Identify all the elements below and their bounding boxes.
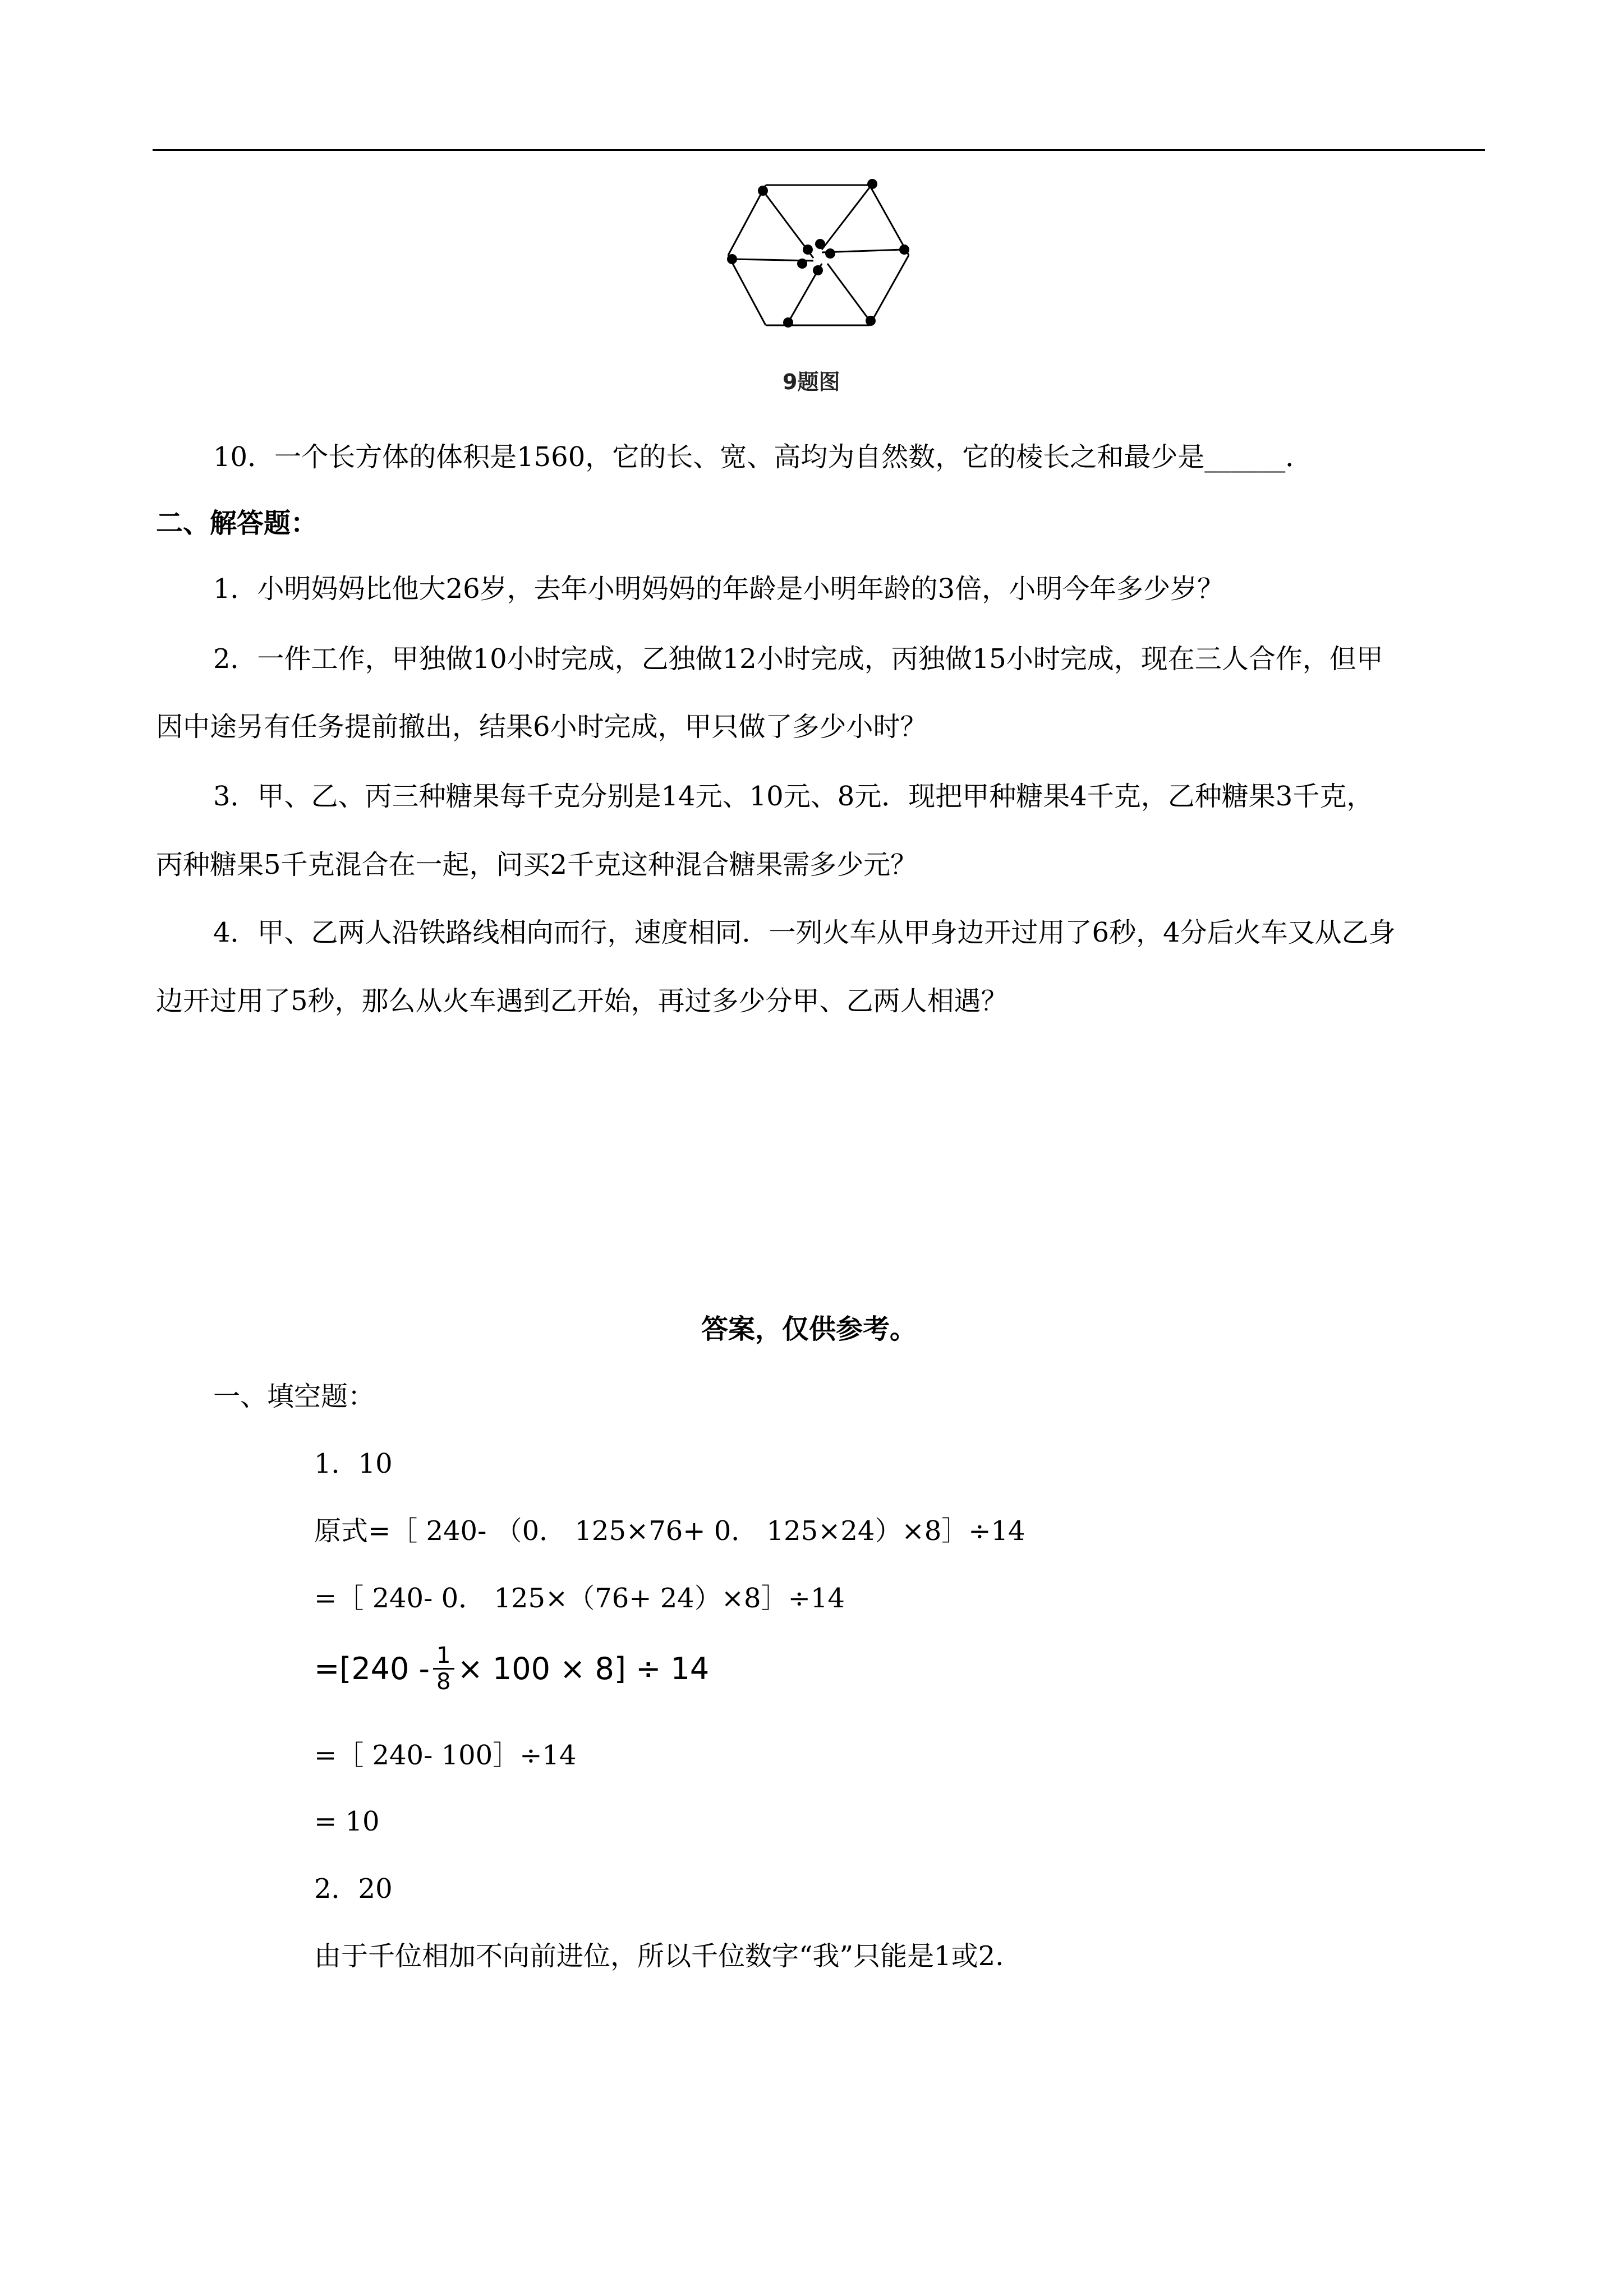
answers-title: 答案，仅供参考。: [701, 1313, 917, 1345]
question-10: 10．一个长方体的体积是1560，它的长、宽、高均为自然数，它的棱长之和最少是______．: [213, 441, 1313, 473]
answers-section-1: 一、填空题：: [213, 1381, 375, 1412]
problem-4-line-1: 4．甲、乙两人沿铁路线相向而行，速度相同．一列火车从甲身边开过用了6秒，4分后火车又从乙身: [213, 917, 1396, 948]
answer-1: 1．10: [314, 1448, 393, 1479]
problem-1: 1．小明妈妈比他大26岁，去年小明妈妈的年龄是小明年龄的3倍，小明今年多少岁？: [213, 573, 1225, 605]
problem-3-line-2: 丙种糖果5千克混合在一起，问买2千克这种混合糖果需多少元？: [156, 849, 918, 880]
step-3-post: × 100 × 8] ÷ 14: [457, 1651, 710, 1686]
step-3: [314, 1643, 709, 1694]
fraction-numerator: 1: [433, 1643, 454, 1670]
problem-3-line-1: 3．甲、乙、丙三种糖果每千克分别是14元、10元、8元．现把甲种糖果4千克，乙种糖果3千克，: [213, 781, 1374, 812]
hexagon-figure: [724, 174, 914, 336]
step-3-pre: =[240 -: [314, 1651, 430, 1686]
fraction-denominator: 8: [436, 1669, 451, 1695]
figure-caption: 9题图: [783, 370, 840, 394]
answer-2-explanation: 由于千位相加不向前进位，所以千位数字“我”只能是1或2.: [314, 1940, 1004, 1972]
problem-2-line-1: 2．一件工作，甲独做10小时完成，乙独做12小时完成，丙独做15小时完成，现在三人合作，但甲: [213, 643, 1383, 675]
answer-2: 2．20: [314, 1873, 393, 1905]
step-1: 原式=［ 240- （0． 125×76+ 0． 125×24）×8］÷14: [314, 1515, 1025, 1547]
step-4: =［ 240- 100］÷14: [314, 1740, 577, 1771]
section-heading: 二、解答题：: [156, 508, 318, 539]
header-rule: [153, 149, 1485, 151]
step-5: = 10: [314, 1806, 380, 1837]
step-2: =［ 240- 0． 125×（76+ 24）×8］÷14: [314, 1583, 845, 1614]
problem-4-line-2: 边开过用了5秒，那么从火车遇到乙开始，再过多少分甲、乙两人相遇？: [156, 985, 1008, 1017]
fraction: [433, 1643, 454, 1694]
problem-2-line-2: 因中途另有任务提前撤出，结果6小时完成，甲只做了多少小时？: [156, 711, 927, 743]
